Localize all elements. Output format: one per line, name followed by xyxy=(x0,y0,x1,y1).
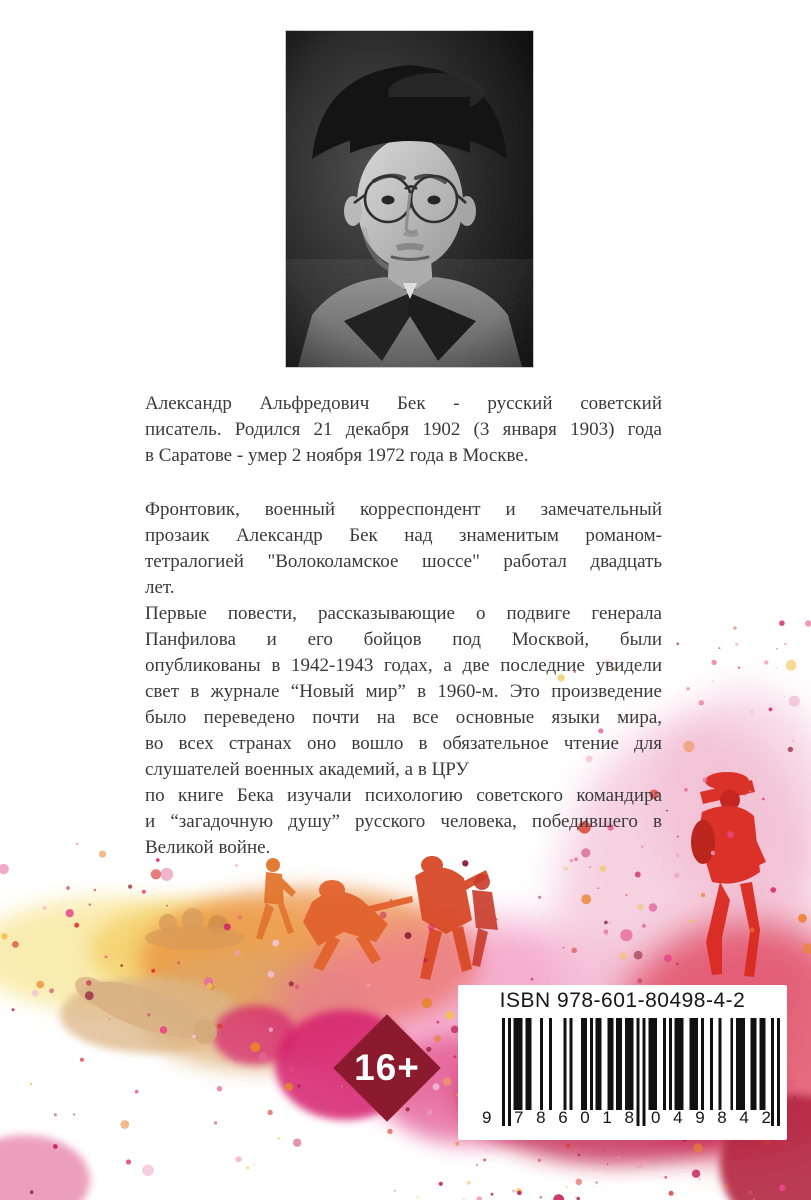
bio-text xyxy=(145,391,662,861)
bio-line: Александр Альфредович Бек - русский советский xyxy=(145,393,662,414)
bio-line: Первые повести, рассказывающие о подвиге генерала xyxy=(145,603,662,624)
isbn-label: ISBN 978-601-80498-4-2 xyxy=(499,989,746,1012)
bio-line: Фронтовик, военный корреспондент и замечательный xyxy=(145,499,662,520)
bio-line: и “загадочную душу” русского человека, победившего в xyxy=(145,811,662,832)
age-rating-label: 16+ xyxy=(354,1047,420,1088)
bio-line: лет. xyxy=(145,577,175,598)
bio-line: слушателей военных академий, а в ЦРУ xyxy=(145,759,469,780)
bio-line: тетралогией "Волоколамское шоссе" работал двадцать xyxy=(145,551,662,572)
bio-line: в Саратове - умер 2 ноября 1972 года в Москве. xyxy=(145,445,529,466)
bio-paragraph xyxy=(145,497,662,601)
bio-line: во всех странах оно вошло в обязательное чтение для xyxy=(145,733,662,754)
barcode-digits-left: 7 8 6 0 1 8 xyxy=(514,1108,634,1127)
barcode-digit-lead: 9 xyxy=(482,1108,492,1127)
bio-line: было переведено почти на все основные языки мира, xyxy=(145,707,662,728)
bio-paragraph xyxy=(145,783,662,861)
portrait-drawing xyxy=(286,31,533,367)
bio-line: Великой войне. xyxy=(145,837,271,858)
bio-paragraph xyxy=(145,391,662,469)
bio-line: писатель. Родился 21 декабря 1902 (3 января 1903) года xyxy=(145,419,662,440)
bio-line: опубликованы в 1942-1943 годах, а две последние увидели xyxy=(145,655,662,676)
age-rating-badge xyxy=(333,1014,441,1122)
bio-line: по книге Бека изучали психологию советского командира xyxy=(145,785,662,806)
barcode-digits-right: 0 4 9 8 4 2 xyxy=(651,1108,771,1127)
bio-line: прозаик Александр Бек над знаменитым романом- xyxy=(145,525,662,546)
bio-paragraph xyxy=(145,601,662,783)
bio-line: свет в журнале “Новый мир” в 1960-м. Это произведение xyxy=(145,681,662,702)
isbn-barcode-box xyxy=(458,985,787,1140)
bio-line: Панфилова и его бойцов под Москвой, были xyxy=(145,629,662,650)
author-photo xyxy=(285,30,534,368)
